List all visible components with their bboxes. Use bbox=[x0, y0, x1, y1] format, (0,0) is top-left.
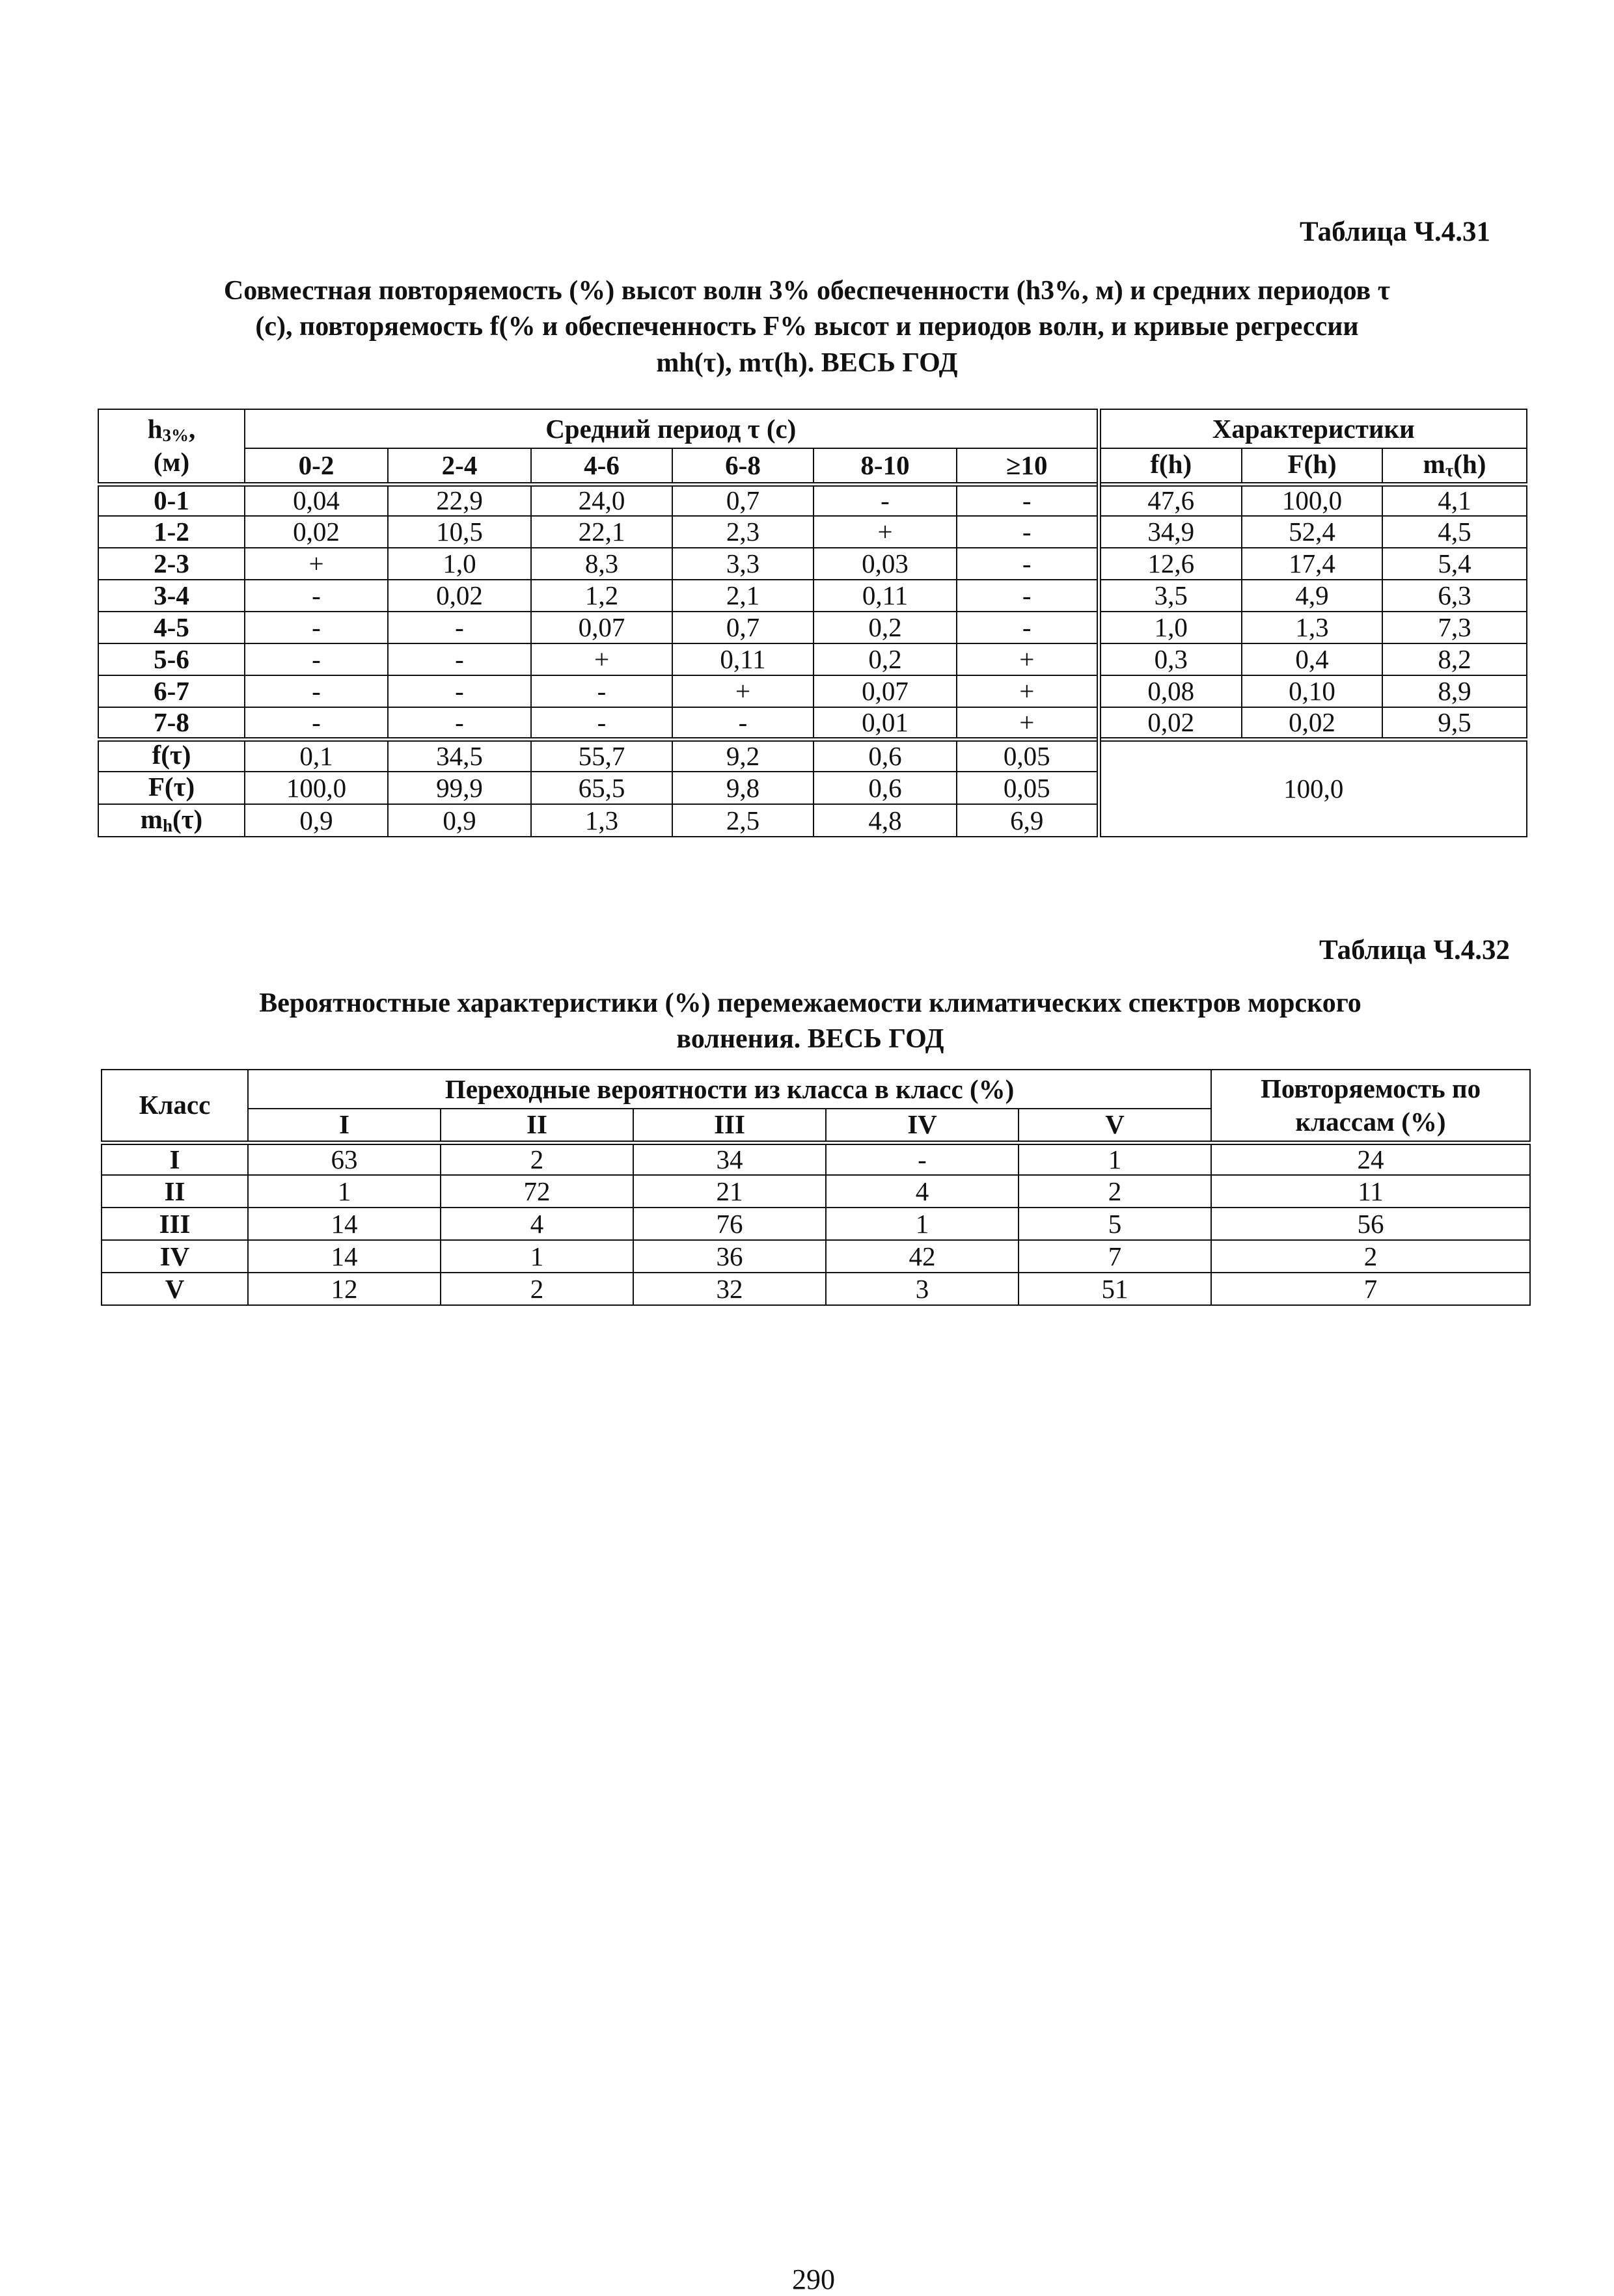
summary-cell: 0,9 bbox=[388, 804, 531, 837]
row-header-unit: (м) bbox=[153, 446, 190, 477]
summary-cell: 9,8 bbox=[672, 772, 814, 804]
table-row bbox=[98, 707, 1527, 739]
table-cell: 10,5 bbox=[388, 516, 531, 548]
table-cell: + bbox=[245, 548, 388, 580]
characteristic-column-header: F(h) bbox=[1242, 448, 1382, 484]
characteristic-cell: 8,9 bbox=[1382, 675, 1527, 707]
characteristic-cell: 4,5 bbox=[1382, 516, 1527, 548]
table-cell: 1 bbox=[826, 1208, 1019, 1240]
table-cell: 1,2 bbox=[531, 580, 672, 612]
table1-title-line: (с), повторяемость f(% и обеспеченность F% высот и периодов волн, и кривые регрессии bbox=[255, 312, 1359, 342]
table-cell: 0,03 bbox=[814, 548, 957, 580]
table-cell: 0,02 bbox=[388, 580, 531, 612]
table-row bbox=[102, 1208, 1530, 1240]
characteristic-cell: 4,9 bbox=[1242, 580, 1382, 612]
table-cell: 0,11 bbox=[672, 643, 814, 675]
table-cell: 7 bbox=[1019, 1240, 1211, 1273]
summary-cell: 34,5 bbox=[388, 739, 531, 772]
table-cell: 36 bbox=[633, 1240, 826, 1273]
class-label: V bbox=[102, 1273, 248, 1305]
summary-cell: 99,9 bbox=[388, 772, 531, 804]
table-cell: 34 bbox=[633, 1142, 826, 1175]
table-cell: - bbox=[245, 707, 388, 739]
table-cell: 8,3 bbox=[531, 548, 672, 580]
characteristic-cell: 5,4 bbox=[1382, 548, 1527, 580]
table-cell: + bbox=[531, 643, 672, 675]
table-cell: 2 bbox=[1019, 1175, 1211, 1208]
summary-cell: 9,2 bbox=[672, 739, 814, 772]
table-cell: - bbox=[957, 484, 1099, 516]
table-cell: + bbox=[957, 707, 1099, 739]
row-label: 7-8 bbox=[98, 707, 245, 739]
characteristics-group-header: Характеристики bbox=[1099, 409, 1527, 448]
characteristic-cell: 1,0 bbox=[1099, 612, 1242, 643]
table-cell: - bbox=[388, 643, 531, 675]
table-cell: 2,3 bbox=[672, 516, 814, 548]
table-cell: 1 bbox=[248, 1175, 441, 1208]
table-cell: 12 bbox=[248, 1273, 441, 1305]
table2-title-line: волнения. ВЕСЬ ГОД bbox=[676, 1024, 944, 1055]
summary-cell: 65,5 bbox=[531, 772, 672, 804]
table-row bbox=[98, 484, 1527, 516]
characteristic-cell: 6,3 bbox=[1382, 580, 1527, 612]
table2-title-line: Вероятностные характеристики (%) перемежаемости климатических спектров морского bbox=[259, 988, 1361, 1018]
table-cell: 5 bbox=[1019, 1208, 1211, 1240]
table-cell: 0,07 bbox=[531, 612, 672, 643]
characteristic-cell: 0,08 bbox=[1099, 675, 1242, 707]
summary-cell: 6,9 bbox=[957, 804, 1099, 837]
repeat-cell: 24 bbox=[1211, 1142, 1530, 1175]
characteristic-cell: 0,4 bbox=[1242, 643, 1382, 675]
table-cell: 1 bbox=[1019, 1142, 1211, 1175]
table-cell: 76 bbox=[633, 1208, 826, 1240]
characteristic-cell: 12,6 bbox=[1099, 548, 1242, 580]
row-header-quantity: h3%, bbox=[147, 414, 196, 446]
row-label: 2-3 bbox=[98, 548, 245, 580]
table-cell: + bbox=[957, 675, 1099, 707]
repeat-header-line: классам (%) bbox=[1295, 1106, 1446, 1137]
table1-title bbox=[91, 273, 1523, 381]
characteristic-cell: 100,0 bbox=[1242, 484, 1382, 516]
table-cell: - bbox=[826, 1142, 1019, 1175]
page-number: 290 bbox=[792, 2263, 835, 2295]
table-cell: - bbox=[957, 580, 1099, 612]
table-row bbox=[98, 643, 1527, 675]
period-column-header: ≥10 bbox=[957, 448, 1099, 484]
summary-cell: 0,6 bbox=[814, 739, 957, 772]
table-cell: 51 bbox=[1019, 1273, 1211, 1305]
table-cell: + bbox=[957, 643, 1099, 675]
characteristic-column-header: f(h) bbox=[1099, 448, 1242, 484]
table-cell: 22,9 bbox=[388, 484, 531, 516]
summary-cell: 55,7 bbox=[531, 739, 672, 772]
table-row bbox=[102, 1142, 1530, 1175]
table-cell: - bbox=[245, 580, 388, 612]
table-row bbox=[98, 580, 1527, 612]
table-cell: 42 bbox=[826, 1240, 1019, 1273]
table-cell: - bbox=[814, 484, 957, 516]
table-cell: 2 bbox=[441, 1142, 633, 1175]
characteristic-cell: 0,02 bbox=[1099, 707, 1242, 739]
row-label: 0-1 bbox=[98, 484, 245, 516]
characteristic-cell: 1,3 bbox=[1242, 612, 1382, 643]
total-cell: 100,0 bbox=[1099, 739, 1527, 837]
table2-title bbox=[98, 986, 1523, 1058]
table-cell: - bbox=[957, 548, 1099, 580]
class-label: III bbox=[102, 1208, 248, 1240]
table1-label: Таблица Ч.4.31 bbox=[1299, 217, 1490, 247]
table-cell: - bbox=[388, 612, 531, 643]
table-cell: - bbox=[531, 675, 672, 707]
characteristic-cell: 0,10 bbox=[1242, 675, 1382, 707]
period-column-header: 4-6 bbox=[531, 448, 672, 484]
summary-cell: 4,8 bbox=[814, 804, 957, 837]
characteristic-cell: 47,6 bbox=[1099, 484, 1242, 516]
table-cell: 3 bbox=[826, 1273, 1019, 1305]
table-cell: 2 bbox=[441, 1273, 633, 1305]
table-cell: 0,2 bbox=[814, 612, 957, 643]
summary-cell: 0,05 bbox=[957, 739, 1099, 772]
table-cell: 0,2 bbox=[814, 643, 957, 675]
summary-cell: 0,05 bbox=[957, 772, 1099, 804]
period-column-header: 8-10 bbox=[814, 448, 957, 484]
summary-cell: 2,5 bbox=[672, 804, 814, 837]
transition-group-header: Переходные вероятности из класса в класс (%) bbox=[248, 1070, 1211, 1109]
row-label: 6-7 bbox=[98, 675, 245, 707]
table-cell: 0,7 bbox=[672, 612, 814, 643]
class-column-header: IV bbox=[826, 1109, 1019, 1142]
table-cell: 21 bbox=[633, 1175, 826, 1208]
period-column-header: 2-4 bbox=[388, 448, 531, 484]
period-column-header: 6-8 bbox=[672, 448, 814, 484]
characteristic-cell: 9,5 bbox=[1382, 707, 1527, 739]
table-row bbox=[98, 612, 1527, 643]
row-label: 5-6 bbox=[98, 643, 245, 675]
table-cell: - bbox=[531, 707, 672, 739]
table-cell: 0,11 bbox=[814, 580, 957, 612]
period-group-header: Средний период τ (с) bbox=[245, 409, 1099, 448]
row-label: 3-4 bbox=[98, 580, 245, 612]
table-row bbox=[102, 1273, 1530, 1305]
table1-title-line: mh(τ), mτ(h). ВЕСЬ ГОД bbox=[656, 347, 958, 378]
table-row bbox=[98, 675, 1527, 707]
characteristic-cell: 0,02 bbox=[1242, 707, 1382, 739]
table-cell: - bbox=[388, 675, 531, 707]
repeat-header bbox=[1211, 1070, 1530, 1142]
table-cell: 0,04 bbox=[245, 484, 388, 516]
characteristic-cell: 8,2 bbox=[1382, 643, 1527, 675]
repeat-cell: 56 bbox=[1211, 1208, 1530, 1240]
class-column-header: I bbox=[248, 1109, 441, 1142]
repeat-header-line: Повторяемость по bbox=[1261, 1073, 1481, 1103]
row-label: 4-5 bbox=[98, 612, 245, 643]
class-label: I bbox=[102, 1142, 248, 1175]
table-row bbox=[102, 1240, 1530, 1273]
table1-title-line: Совместная повторяемость (%) высот волн 3% обеспеченности (h3%, м) и средних периодов τ bbox=[223, 276, 1391, 306]
table2-label: Таблица Ч.4.32 bbox=[1319, 935, 1510, 966]
summary-cell: 0,6 bbox=[814, 772, 957, 804]
table-cell: - bbox=[388, 707, 531, 739]
characteristic-cell: 7,3 bbox=[1382, 612, 1527, 643]
characteristic-cell: 52,4 bbox=[1242, 516, 1382, 548]
table-cell: - bbox=[245, 643, 388, 675]
table-cell: 2,1 bbox=[672, 580, 814, 612]
table-cell: + bbox=[814, 516, 957, 548]
table-cell: - bbox=[245, 675, 388, 707]
table-cell: 32 bbox=[633, 1273, 826, 1305]
class-column-header: V bbox=[1019, 1109, 1211, 1142]
class-column-header: III bbox=[633, 1109, 826, 1142]
class-label: II bbox=[102, 1175, 248, 1208]
table-cell: + bbox=[672, 675, 814, 707]
summary-cell: 1,3 bbox=[531, 804, 672, 837]
table-cell: - bbox=[957, 516, 1099, 548]
period-column-header: 0-2 bbox=[245, 448, 388, 484]
characteristic-cell: 3,5 bbox=[1099, 580, 1242, 612]
characteristic-cell: 4,1 bbox=[1382, 484, 1527, 516]
table-cell: 3,3 bbox=[672, 548, 814, 580]
summary-cell: 0,9 bbox=[245, 804, 388, 837]
column-header-row bbox=[98, 448, 1527, 484]
table2 bbox=[101, 1069, 1531, 1306]
row-header-cell bbox=[98, 409, 245, 484]
table-row bbox=[98, 548, 1527, 580]
table1 bbox=[98, 409, 1527, 837]
table-cell: - bbox=[245, 612, 388, 643]
characteristic-cell: 0,3 bbox=[1099, 643, 1242, 675]
table-cell: 0,02 bbox=[245, 516, 388, 548]
class-label: IV bbox=[102, 1240, 248, 1273]
table-cell: 14 bbox=[248, 1240, 441, 1273]
characteristic-column-header: mτ(h) bbox=[1382, 448, 1527, 484]
class-header: Класс bbox=[102, 1070, 248, 1142]
summary-row bbox=[98, 739, 1527, 772]
summary-cell: 0,1 bbox=[245, 739, 388, 772]
table-cell: - bbox=[672, 707, 814, 739]
table-cell: 22,1 bbox=[531, 516, 672, 548]
table-cell: 14 bbox=[248, 1208, 441, 1240]
table-cell: 0,7 bbox=[672, 484, 814, 516]
repeat-cell: 2 bbox=[1211, 1240, 1530, 1273]
table-cell: 4 bbox=[826, 1175, 1019, 1208]
summary-cell: 100,0 bbox=[245, 772, 388, 804]
table-cell: 63 bbox=[248, 1142, 441, 1175]
table-cell: 0,07 bbox=[814, 675, 957, 707]
table-cell: 4 bbox=[441, 1208, 633, 1240]
table-cell: 1,0 bbox=[388, 548, 531, 580]
table-cell: 1 bbox=[441, 1240, 633, 1273]
characteristic-cell: 34,9 bbox=[1099, 516, 1242, 548]
summary-label: mh(τ) bbox=[98, 804, 245, 837]
repeat-cell: 7 bbox=[1211, 1273, 1530, 1305]
characteristic-cell: 17,4 bbox=[1242, 548, 1382, 580]
class-column-header: II bbox=[441, 1109, 633, 1142]
table-cell: 24,0 bbox=[531, 484, 672, 516]
table-row bbox=[98, 516, 1527, 548]
summary-label: f(τ) bbox=[98, 739, 245, 772]
table-cell: - bbox=[957, 612, 1099, 643]
summary-label: F(τ) bbox=[98, 772, 245, 804]
table-cell: 0,01 bbox=[814, 707, 957, 739]
repeat-cell: 11 bbox=[1211, 1175, 1530, 1208]
table-cell: 72 bbox=[441, 1175, 633, 1208]
table-row bbox=[102, 1175, 1530, 1208]
row-label: 1-2 bbox=[98, 516, 245, 548]
